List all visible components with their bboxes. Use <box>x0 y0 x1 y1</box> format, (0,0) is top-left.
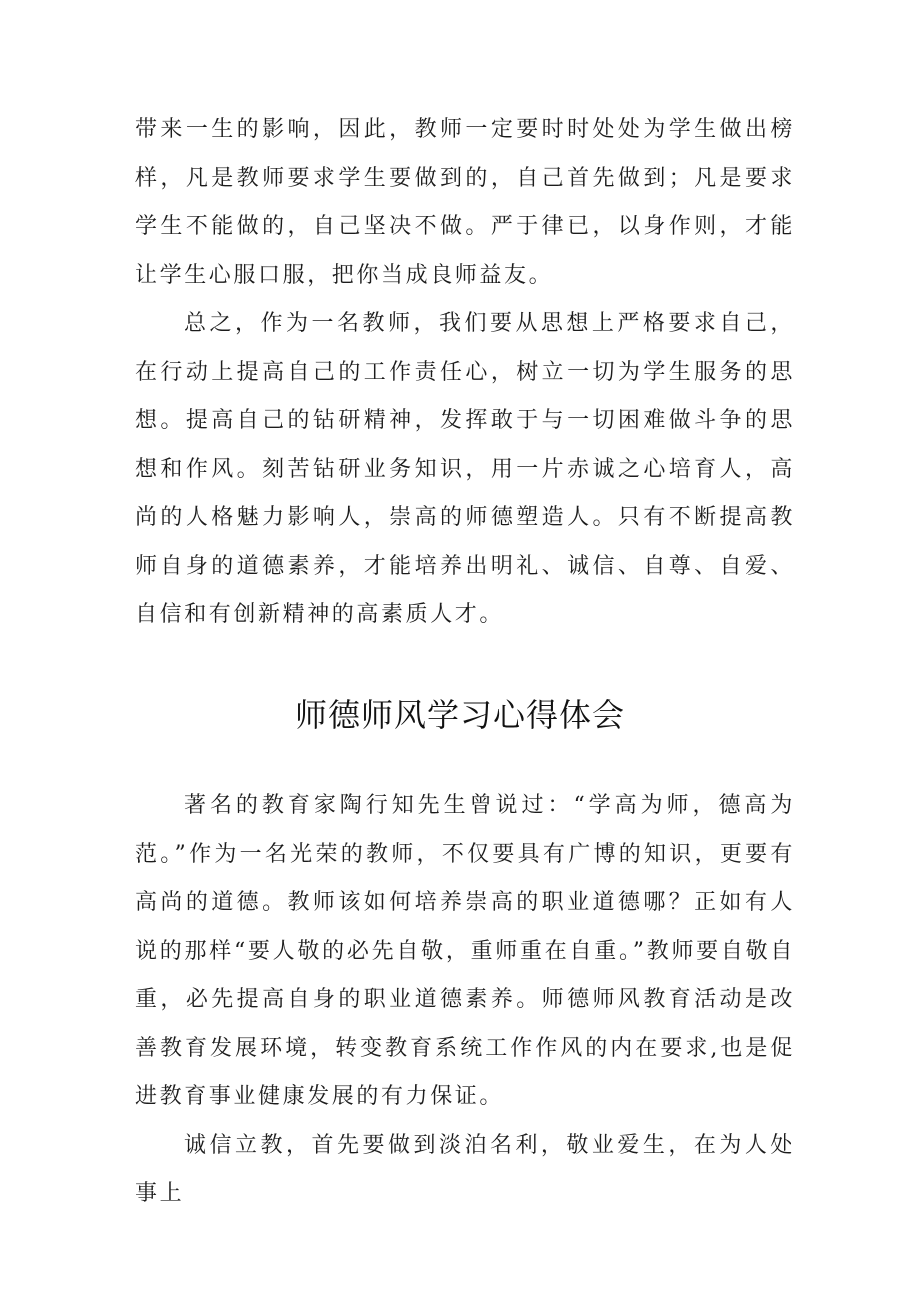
paragraph-intro: 著名的教育家陶行知先生曾说过：“学高为师，德高为范。”作为一名光荣的教师，不仅要具有广博的知识，更要有高尚的道德。教师该如何培养崇高的职业道德哪？正如有人说的那样“要人敬的必先自敬，重师重在自重。”教师要自敬自重，必先提高自身的职业道德素养。师德师风教育活动是改善教育发展环境，转变教育系统工作作风的内在要求,也是促进教育事业健康发展的有力保证。 <box>135 793 795 1109</box>
paragraph-conclusion: 总之，作为一名教师，我们要从思想上严格要求自己，在行动上提高自己的工作责任心，树立一切为学生服务的思想。提高自己的钻研精神，发挥敢于与一切困难做斗争的思想和作风。刻苦钻研业务知识，用一片赤诚之心培育人，高尚的人格魅力影响人，崇高的师德塑造人。只有不断提高教师自身的道德素养，才能培养出明礼、诚信、自尊、自爱、自信和有创新精神的高素质人才。 <box>135 311 795 627</box>
paragraph-continued: 带来一生的影响，因此，教师一定要时时处处为学生做出榜样，凡是教师要求学生要做到的，自己首先做到；凡是要求学生不能做的，自己坚决不做。严于律已，以身作则，才能让学生心服口服，把你当成良师益友。 <box>135 117 795 288</box>
continued-text-section <box>135 106 795 640</box>
paragraph-integrity: 诚信立教，首先要做到淡泊名利，敬业爱生，在为人处事上 <box>135 1132 795 1206</box>
article-body <box>135 782 795 1219</box>
article-title: 师德师风学习心得体会 <box>294 696 625 734</box>
